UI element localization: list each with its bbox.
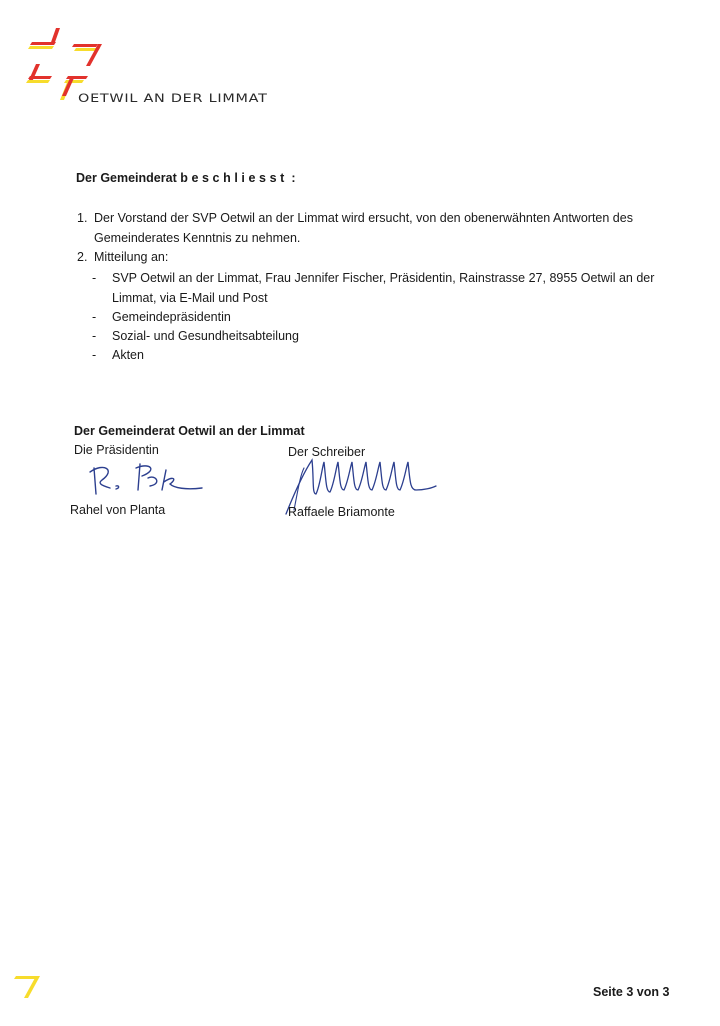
recipient-item: - SVP Oetwil an der Limmat, Frau Jennifer Fischer, Präsidentin, Rainstrasse 27, 8955 Oetwil an der Limmat, via E-Mail und Post <box>0 268 720 310</box>
right-signatory-role: Der Schreiber <box>288 445 366 459</box>
recipient-text: Sozial- und Gesundheitsabteilung <box>112 329 299 343</box>
recipient-item: - Akten <box>0 345 720 367</box>
right-signatory-name: Raffaele Briamonte <box>288 505 395 519</box>
left-signatory-role: Die Präsidentin <box>74 443 159 457</box>
item-text: Mitteilung an: <box>94 250 169 264</box>
decision-item <box>0 247 720 269</box>
page-number: Seite 3 von 3 <box>593 985 670 999</box>
item-number: 1. <box>77 211 88 225</box>
recipient-text: Gemeindepräsidentin <box>112 310 231 324</box>
logo-wordmark: OETWIL AN DER LIMMAT <box>78 91 268 105</box>
president-signature <box>86 458 210 506</box>
council-name: Der Gemeinderat Oetwil an der Limmat <box>74 424 305 438</box>
recipient-item: - Gemeindepräsidentin <box>0 307 720 329</box>
decision-heading: Der Gemeinderat beschliesst : <box>76 171 296 185</box>
item-text: Der Vorstand der SVP Oetwil an der Limmat wird ersucht, von den obenerwähnten Antworten des Gemeinderates Kenntnis zu nehmen. <box>94 211 633 245</box>
item-number: 2. <box>77 250 88 264</box>
footer-logo-mark <box>14 974 42 1000</box>
left-signatory-name: Rahel von Planta <box>70 503 166 517</box>
recipient-text: Akten <box>112 348 144 362</box>
recipient-text: SVP Oetwil an der Limmat, Frau Jennifer Fischer, Präsidentin, Rainstrasse 27, 8955 Oetwil an der Limmat, via E-Mail und Post <box>112 271 655 305</box>
recipient-item: - Sozial- und Gesundheitsabteilung <box>0 326 720 348</box>
